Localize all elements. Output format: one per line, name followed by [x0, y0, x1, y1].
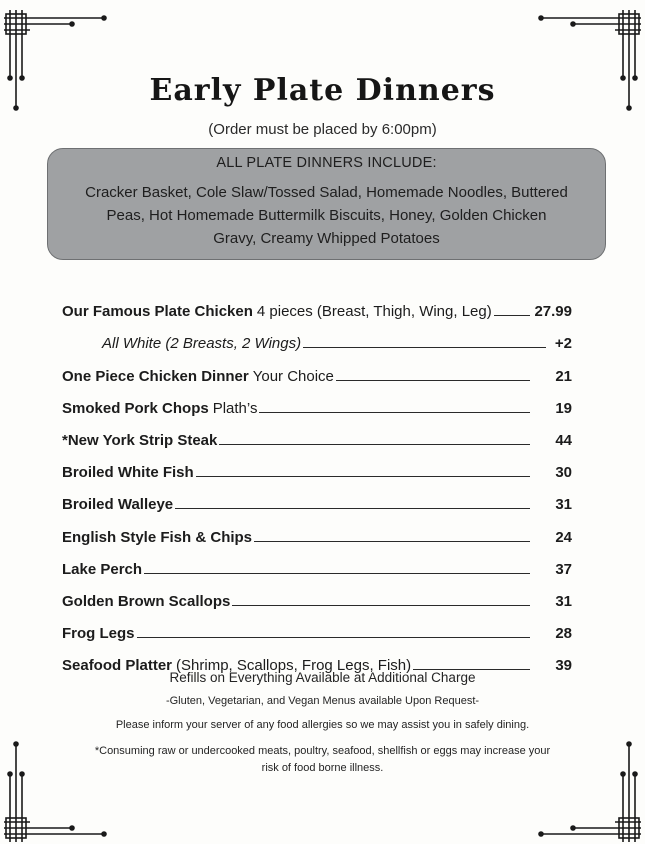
warning-line: risk of food borne illness. — [261, 762, 384, 774]
menu-item-name: Broiled Walleye — [62, 496, 174, 514]
menu-item-name: English Style Fish & Chips — [62, 528, 253, 546]
menu-item — [62, 288, 572, 320]
includes-heading: ALL PLATE DINNERS INCLUDE: — [216, 155, 437, 171]
dotted-leader — [303, 347, 546, 348]
dietary-note: -Gluten, Vegetarian, and Vegan Menus available Upon Request- — [165, 695, 480, 707]
menu-item-name: Golden Brown Scallops — [62, 592, 231, 610]
menu-item-price: 19 — [555, 399, 572, 417]
menu-item — [62, 352, 572, 384]
dotted-leader — [494, 315, 530, 316]
dotted-leader — [196, 476, 530, 477]
includes-box — [47, 148, 606, 260]
menu-item — [62, 417, 572, 449]
menu-item — [62, 546, 572, 578]
menu-item-description: 4 pieces (Breast, Thigh, Wing, Leg) — [256, 303, 492, 321]
menu-item-name: Our Famous Plate Chicken — [62, 303, 253, 321]
menu-item-description: Plath’s — [212, 399, 258, 417]
menu-item-description: (Shrimp, Scallops, Frog Legs, Fish) — [176, 657, 412, 675]
dotted-leader — [137, 637, 530, 638]
menu-item-name: Smoked Pork Chops — [62, 399, 209, 417]
menu-item — [62, 385, 572, 417]
menu-item-price: 39 — [555, 657, 572, 675]
menu-item — [62, 578, 572, 610]
menu-item-name: Frog Legs — [62, 625, 135, 643]
dotted-leader — [175, 508, 530, 509]
menu-items-list — [62, 288, 572, 674]
menu-item-price: 44 — [555, 431, 572, 449]
menu-item-description: Your Choice — [252, 367, 334, 385]
menu-item — [62, 513, 572, 545]
menu-item-price: 30 — [555, 464, 572, 482]
includes-line: Peas, Hot Homemade Buttermilk Biscuits, Honey, Golden Chicken — [106, 207, 547, 224]
menu-item-price: +2 — [554, 335, 572, 353]
menu-item-option — [62, 320, 572, 352]
menu-item — [62, 610, 572, 642]
warning-line: *Consuming raw or undercooked meats, poultry, seafood, shellfish or eggs may increase your — [94, 745, 551, 757]
includes-line: Gravy, Creamy Whipped Potatoes — [213, 230, 440, 247]
menu-item-name: One Piece Chicken Dinner — [62, 367, 249, 385]
dotted-leader — [336, 380, 530, 381]
dotted-leader — [219, 444, 530, 445]
refills-note: Refills on Everything Available at Additional Charge — [169, 670, 476, 685]
includes-list — [62, 181, 591, 250]
menu-item — [62, 449, 572, 481]
menu-item-name: Seafood Platter — [62, 657, 173, 675]
menu-item — [62, 481, 572, 513]
menu-item-name: *New York Strip Steak — [62, 431, 218, 449]
consumption-warning — [40, 743, 605, 777]
footer-notes — [40, 670, 605, 777]
menu-item-name: All White (2 Breasts, 2 Wings) — [102, 335, 302, 353]
includes-line: Cracker Basket, Cole Slaw/Tossed Salad, Homemade Noodles, Buttered — [85, 184, 568, 201]
page-title: Early Plate Dinners — [149, 73, 496, 108]
menu-item-price: 24 — [555, 528, 572, 546]
dotted-leader — [259, 412, 530, 413]
menu-item-price: 27.99 — [534, 303, 572, 321]
menu-item-price: 31 — [555, 496, 572, 514]
dotted-leader — [232, 605, 530, 606]
menu-item-name: Broiled White Fish — [62, 464, 194, 482]
menu-item-price: 28 — [555, 625, 572, 643]
menu-item-price: 21 — [555, 367, 572, 385]
dotted-leader — [254, 541, 530, 542]
menu-item-name: Lake Perch — [62, 560, 143, 578]
dotted-leader — [144, 573, 530, 574]
menu-item-price: 31 — [555, 592, 572, 610]
menu-item-price: 37 — [555, 560, 572, 578]
order-deadline-note: (Order must be placed by 6:00pm) — [208, 121, 437, 138]
allergy-note: Please inform your server of any food allergies so we may assist you in safely dining. — [115, 719, 530, 731]
